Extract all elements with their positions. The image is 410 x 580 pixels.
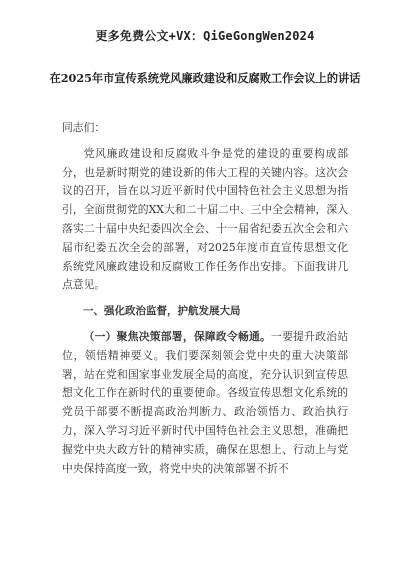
salutation: 同志们： (62, 121, 106, 134)
section-heading: 一、强化政治监督，护航发展大局 (83, 305, 241, 318)
subsection-heading: （一）聚焦决策部署，保障政令畅通。 (83, 329, 272, 343)
promo-banner: 更多免费公文+VX：QiGeGongWen2024 (95, 29, 315, 43)
paragraph-section-1 (62, 328, 348, 478)
document-title: 在2025年市宣传系统党风廉政建设和反腐败工作会议上的讲话 (49, 71, 361, 85)
document-body (62, 119, 348, 478)
paragraph-intro: 党风廉政建设和反腐败斗争是党的建设的重要构成部分，也是新时期党的建设新的伟大工程的关键内容。这次会议的召开，旨在以习近平新时代中国特色社会主义思想为指引，全面贯彻党的XX大和二十届二中、三中全会精神，深入落实二十届中央纪委四次全会、十一届省纪委五次全会和六届市纪委五次全会的部署，对2025年度市直宣传思想文化系统党风廉政建设和反腐败工作任务作出安排。下面我讲几点意见。 (62, 146, 348, 292)
subsection-text: 一要提升政治站位，领悟精神要义。我们要深刻领会党中央的重大决策部署，站在党和国家事业发展全局的高度，充分认识到宣传思想文化工作在新时代的重要使命。各级宣传思想文化系统的党员干部要不断提高政治判断力、政治领悟力、政治执行力，深入学习习近平新时代中国特色社会主义思想，准确把握党中央大政方针的精神实质，确保在思想上、行动上与党中央保持高度一致，将党中央的决策部署不折不 (62, 329, 349, 475)
